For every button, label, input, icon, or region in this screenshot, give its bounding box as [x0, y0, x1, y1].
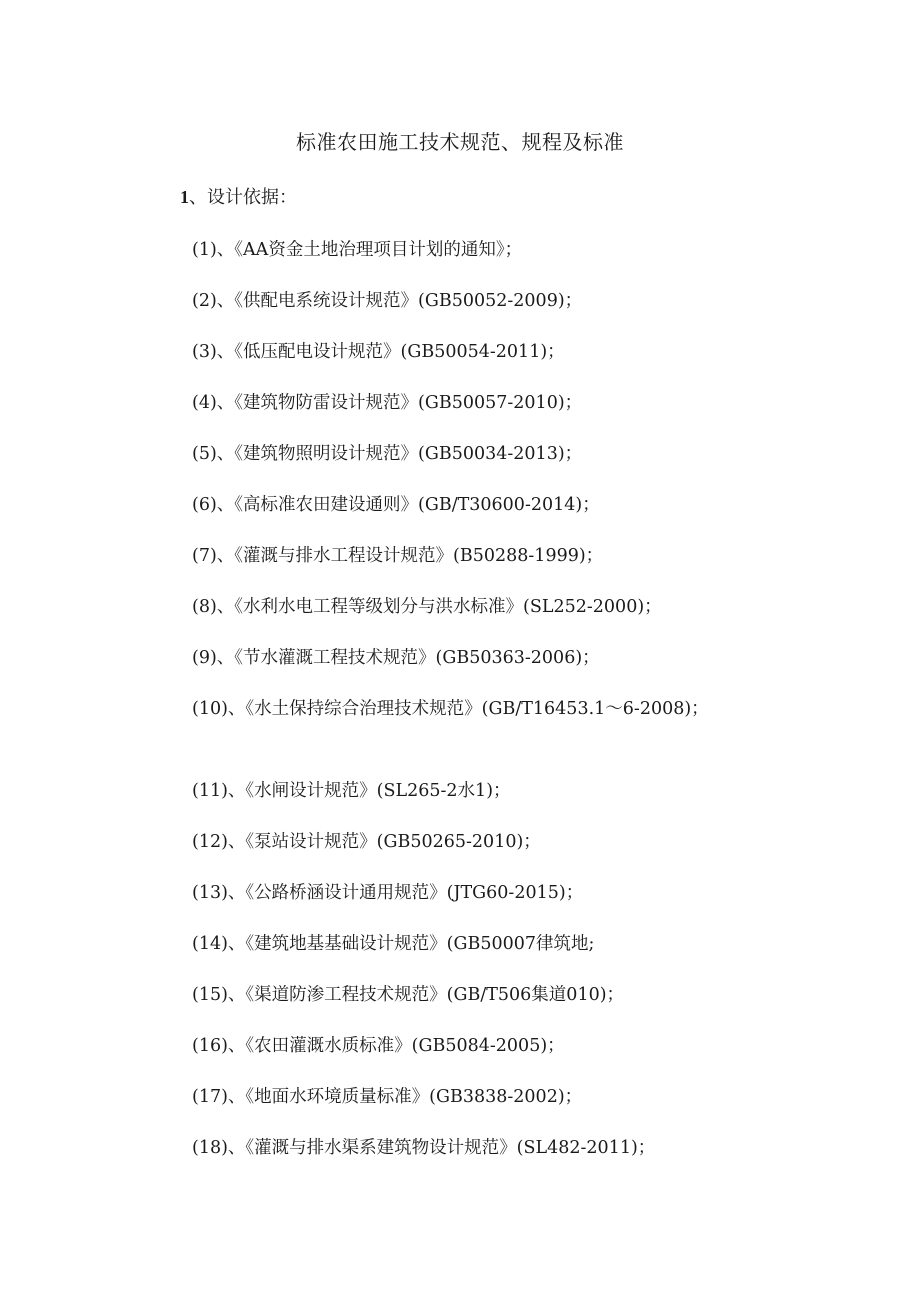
reference-item: (4)、《建筑物防雷设计规范》(GB50057-2010)； — [192, 393, 583, 413]
reference-item: (12)、《泵站设计规范》(GB50265-2010)； — [192, 832, 541, 852]
section-heading-text: 、设计依据： — [189, 187, 297, 208]
reference-item: (18)、《灌溉与排水渠系建筑物设计规范》(SL482-2011)； — [192, 1138, 656, 1158]
section-heading — [180, 183, 297, 212]
reference-item: (15)、《渠道防渗工程技术规范》(GB/T506集道010)； — [192, 985, 625, 1005]
reference-item: (10)、《水土保持综合治理技术规范》(GB/T16453.1～6-2008)； — [192, 699, 709, 719]
reference-item: (3)、《低压配电设计规范》(GB50054-2011)； — [192, 342, 565, 362]
reference-item: (17)、《地面水环境质量标准》(GB3838-2002)； — [192, 1087, 583, 1107]
reference-item: (13)、《公路桥涵设计通用规范》(JTG60-2015)； — [192, 883, 584, 903]
reference-item: (7)、《灌溉与排水工程设计规范》(B50288-1999)； — [192, 546, 604, 566]
reference-item: (9)、《节水灌溉工程技术规范》(GB50363-2006)； — [192, 648, 600, 668]
section-number: 1 — [180, 187, 189, 207]
reference-item: (11)、《水闸设计规范》(SL265-2水1)； — [192, 781, 511, 801]
reference-item: (1)、《AA资金土地治理项目计划的通知》； — [192, 240, 523, 260]
reference-item: (6)、《高标准农田建设通则》(GB/T30600-2014)； — [192, 495, 600, 515]
reference-item: (8)、《水利水电工程等级划分与洪水标准》(SL252-2000)； — [192, 597, 662, 617]
reference-item: (14)、《建筑地基基础设计规范》(GB50007律筑地; — [192, 934, 595, 954]
reference-item: (5)、《建筑物照明设计规范》(GB50034-2013)； — [192, 444, 583, 464]
reference-item: (16)、《农田灌溉水质标准》(GB5084-2005)； — [192, 1036, 565, 1056]
reference-item: (2)、《供配电系统设计规范》(GB50052-2009)； — [192, 291, 583, 311]
document-title: 标准农田施工技术规范、规程及标准 — [296, 130, 624, 154]
